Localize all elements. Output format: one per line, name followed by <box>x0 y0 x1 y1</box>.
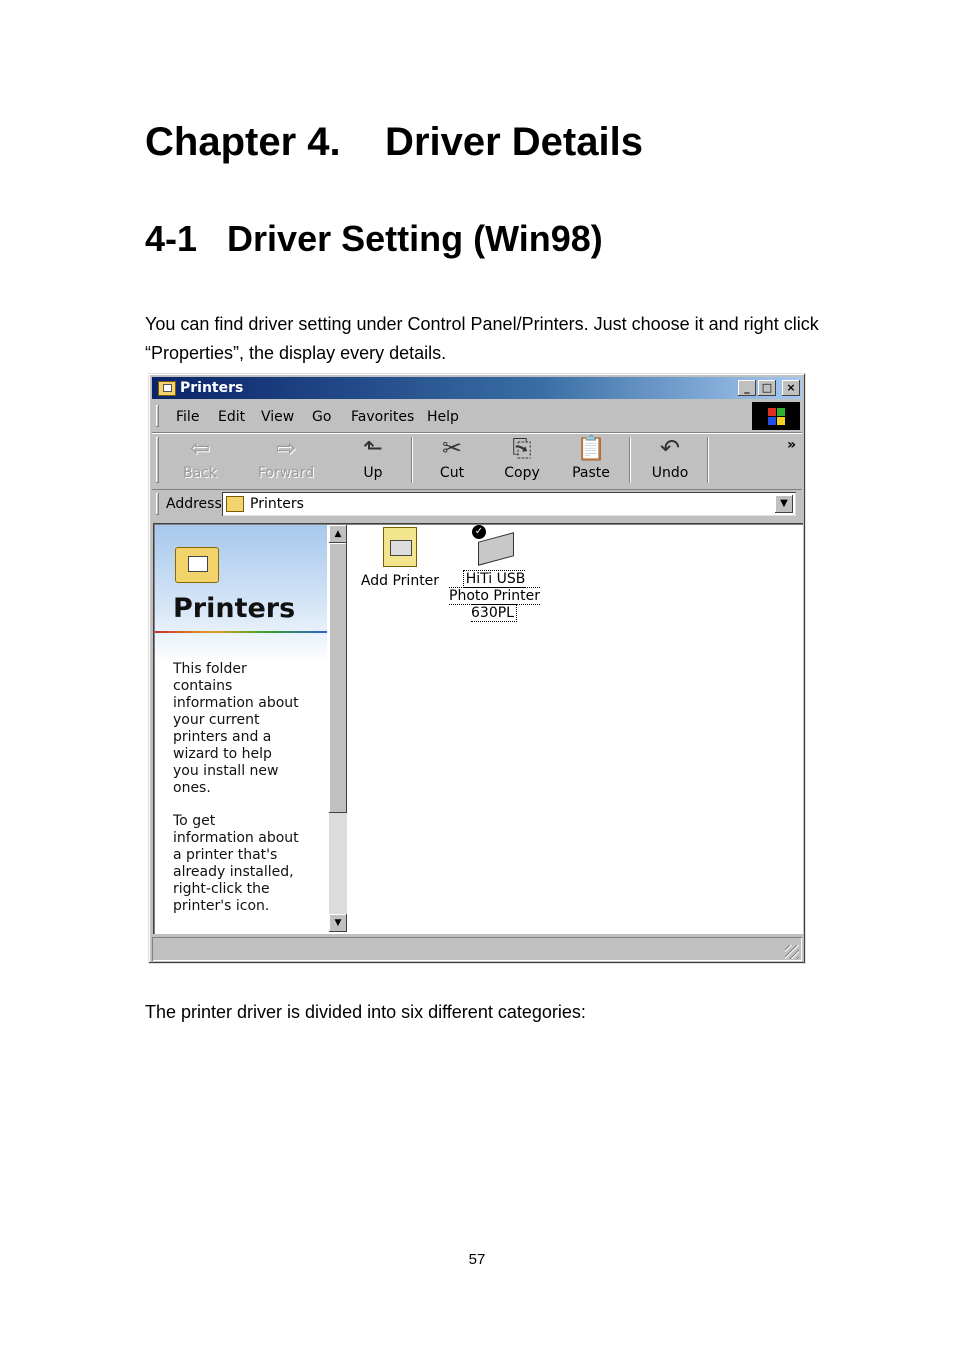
printers-folder-large-icon <box>175 547 219 583</box>
copy-button[interactable]: ⎘ Copy <box>487 433 557 487</box>
undo-button[interactable]: ↶ Undo <box>635 433 705 487</box>
back-arrow-icon: ⇦ <box>189 434 211 462</box>
scissors-icon: ✂ <box>441 434 463 462</box>
address-grip[interactable] <box>156 493 159 515</box>
cut-button[interactable]: ✂ Cut <box>417 433 487 487</box>
close-button[interactable]: × <box>782 380 800 396</box>
address-input[interactable] <box>222 492 796 516</box>
hiti-printer-item[interactable] <box>449 525 539 622</box>
up-folder-icon: ⬑ <box>362 434 384 462</box>
add-printer-icon <box>383 527 417 567</box>
pane-description: This folder contains information about your current printers and a wizard to help you install new ones. <box>173 661 299 796</box>
closing-paragraph: The printer driver is divided into six different categories: <box>145 1002 586 1022</box>
undo-icon: ↶ <box>659 434 681 462</box>
toolbar-grip[interactable] <box>156 437 159 483</box>
scroll-down-button[interactable]: ▼ <box>329 914 347 932</box>
address-label: Address <box>166 496 222 512</box>
pane-scrollbar[interactable] <box>329 525 347 932</box>
scroll-thumb[interactable] <box>329 543 347 813</box>
pane-title: Printers <box>173 593 296 624</box>
page-number: 57 <box>468 1251 486 1268</box>
address-value: Printers <box>250 496 304 512</box>
pane-help-text: To get information about a printer that's already installed, right-click the printer's icon. <box>173 813 299 914</box>
printers-folder-icon <box>226 496 244 512</box>
printer-icon <box>472 525 516 567</box>
menu-grip[interactable] <box>156 405 159 427</box>
menu-bar <box>152 401 802 431</box>
hiti-printer-label: HiTi USB Photo Printer 630PL <box>449 571 540 621</box>
intro-paragraph: You can find driver setting under Control Panel/Printers. Just choose it and right click “Properties”, the display every details. <box>145 314 819 363</box>
minimize-button[interactable]: _ <box>738 380 756 396</box>
menu-favorites[interactable]: Favorites <box>351 409 415 425</box>
printers-window <box>148 373 806 964</box>
toolbar-more-chevron-icon[interactable]: » <box>786 437 796 453</box>
chapter-title: Chapter 4. Driver Details <box>145 120 643 164</box>
menu-edit[interactable]: Edit <box>218 409 246 425</box>
web-view-pane <box>155 525 327 934</box>
toolbar-separator <box>707 437 709 483</box>
up-button[interactable]: ⬑ Up <box>338 433 408 487</box>
maximize-button[interactable]: □ <box>758 380 776 396</box>
address-bar <box>152 489 802 520</box>
forward-arrow-icon: ⇨ <box>275 434 297 462</box>
windows-logo-icon <box>752 402 800 430</box>
section-title: 4-1 Driver Setting (Win98) <box>145 218 603 259</box>
window-title: Printers <box>180 380 244 396</box>
back-button[interactable]: ⇦ Back <box>164 433 236 487</box>
scroll-up-button[interactable]: ▲ <box>329 525 347 543</box>
toolbar-separator <box>411 437 413 483</box>
add-printer-item[interactable] <box>359 527 441 590</box>
resize-grip-icon[interactable] <box>785 945 799 959</box>
printers-folder-icon <box>158 381 176 396</box>
toolbar-separator <box>629 437 631 483</box>
menu-view[interactable]: View <box>261 409 295 425</box>
window-title-bar[interactable] <box>152 377 802 399</box>
status-bar <box>152 937 802 961</box>
address-dropdown-button[interactable]: ▼ <box>775 495 793 513</box>
standard-toolbar <box>152 432 802 489</box>
folder-content <box>153 523 803 934</box>
forward-button[interactable]: ⇨ Forward <box>250 433 322 487</box>
add-printer-label: Add Printer <box>360 573 440 589</box>
menu-go[interactable]: Go <box>312 409 332 425</box>
paste-button[interactable]: 📋 Paste <box>556 433 626 487</box>
default-check-icon: ✓ <box>472 525 486 539</box>
pane-divider <box>155 631 327 633</box>
paste-icon: 📋 <box>576 434 606 462</box>
menu-file[interactable]: File <box>176 409 200 425</box>
copy-icon: ⎘ <box>512 434 532 462</box>
menu-help[interactable]: Help <box>427 409 459 425</box>
